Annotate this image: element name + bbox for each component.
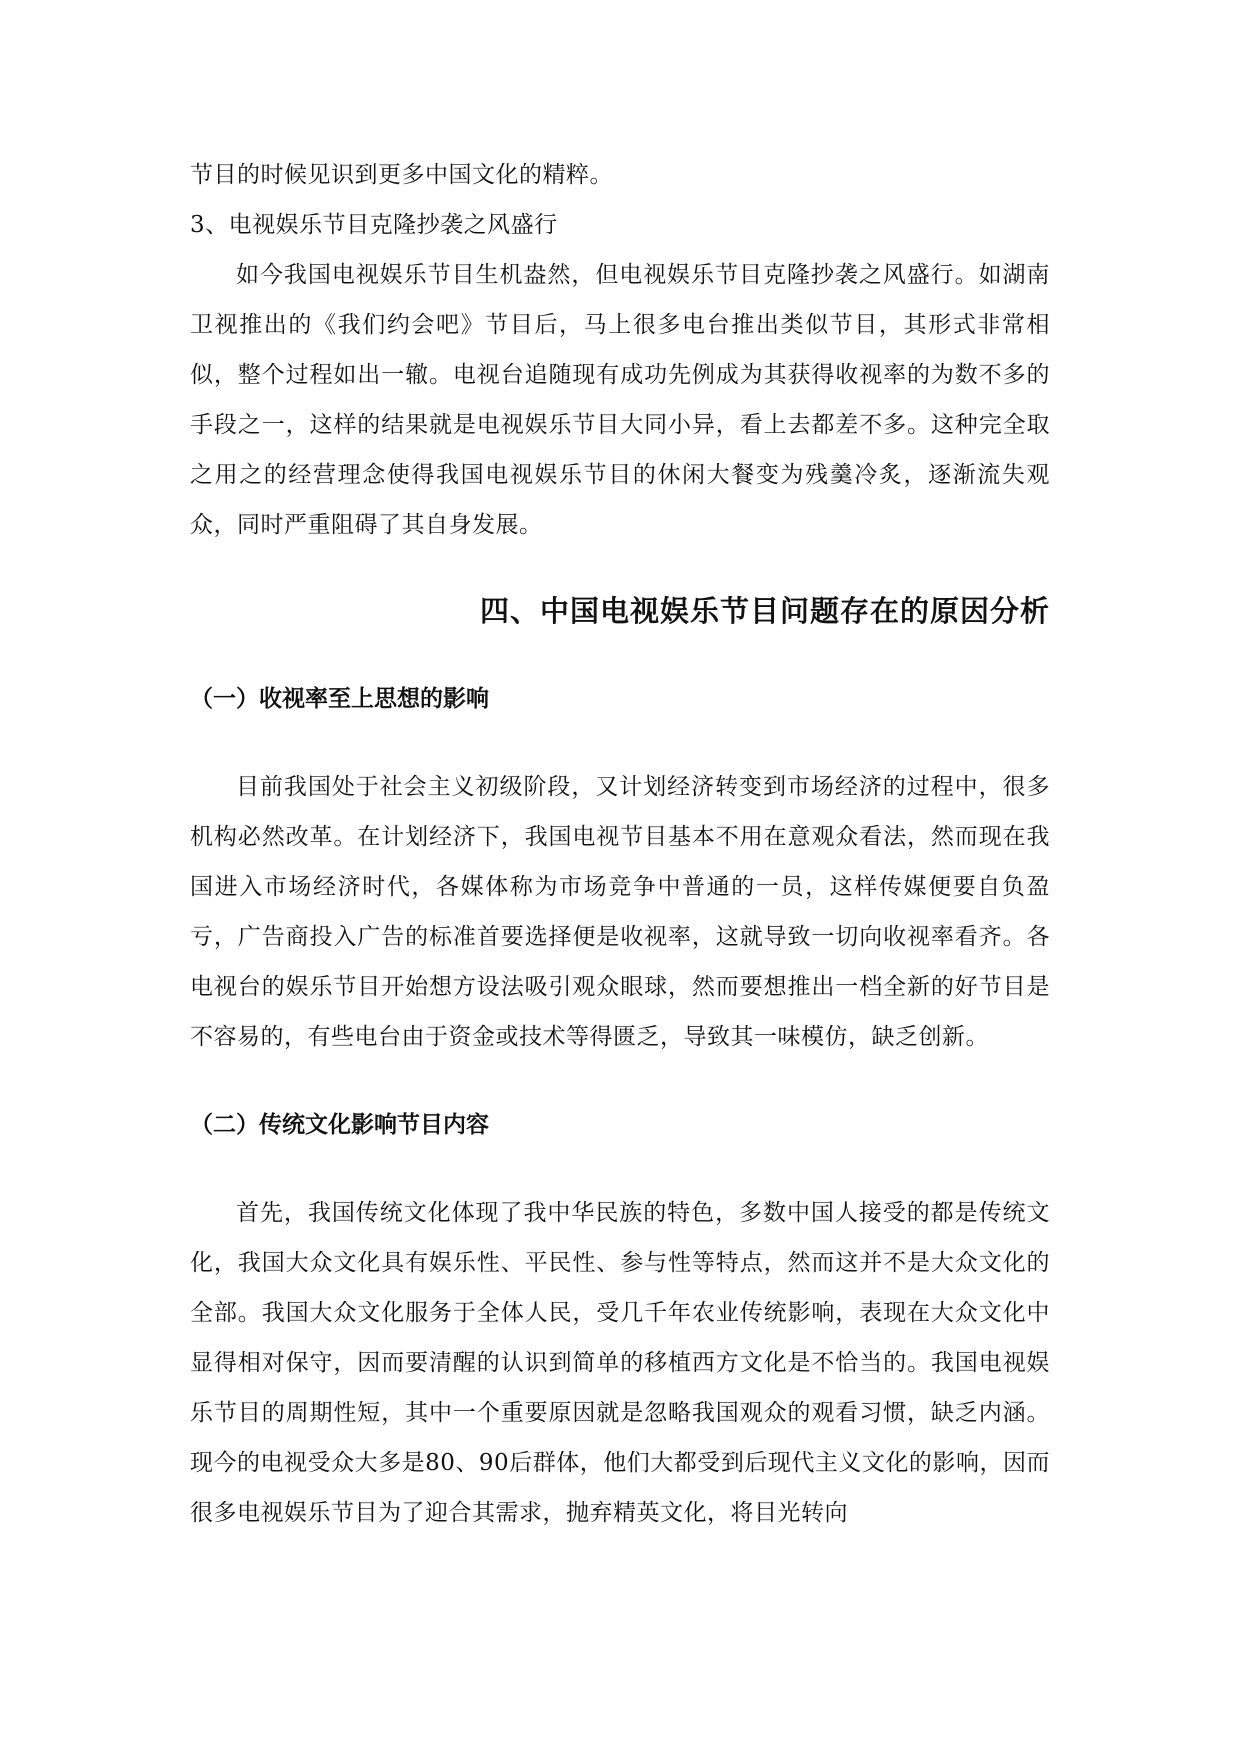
point-3-paragraph: 如今我国电视娱乐节目生机盎然，但电视娱乐节目克隆抄袭之风盛行。如湖南卫视推出的《我们约会吧》节目后，马上很多电台推出类似节目，其形式非常相似，整个过程如出一辙。电视台追随现有成功先例成为其获得收视率的为数不多的手段之一，这样的结果就是电视娱乐节目大同小异，看上去都差不多。这种完全取之用之的经营理念使得我国电视娱乐节目的休闲大餐变为残羹冷炙，逐渐流失观众，同时严重阻碍了其自身发展。 xyxy=(190,262,1050,538)
document-body xyxy=(190,150,1050,1538)
point-3-heading: 3、电视娱乐节目克隆抄袭之风盛行 xyxy=(190,212,558,238)
chapter-4-title: 四、中国电视娱乐节目问题存在的原因分析 xyxy=(479,594,1050,628)
continuation-text: 节目的时候见识到更多中国文化的精粹。 xyxy=(190,162,613,188)
section-1-paragraph: 目前我国处于社会主义初级阶段，又计划经济转变到市场经济的过程中，很多机构必然改革。在计划经济下，我国电视节目基本不用在意观众看法，然而现在我国进入市场经济时代，各媒体称为市场竞争中普通的一员，这样传媒便要自负盈亏，广告商投入广告的标准首要选择便是收视率，这就导致一切向收视率看齐。各电视台的娱乐节目开始想方设法吸引观众眼球，然而要想推出一档全新的好节目是不容易的，有些电台由于资金或技术等得匮乏，导致其一味模仿，缺乏创新。 xyxy=(190,774,1050,1050)
section-2-title: （二）传统文化影响节目内容 xyxy=(190,1112,489,1138)
section-2-paragraph: 首先，我国传统文化体现了我中华民族的特色，多数中国人接受的都是传统文化，我国大众文化具有娱乐性、平民性、参与性等特点，然而这并不是大众文化的全部。我国大众文化服务于全体人民，受几千年农业传统影响，表现在大众文化中显得相对保守，因而要清醒的认识到简单的移植西方文化是不恰当的。我国电视娱乐节目的周期性短，其中一个重要原因就是忽略我国观众的观看习惯，缺乏内涵。现今的电视受众大多是80、90后群体，他们大都受到后现代主义文化的影响，因而很多电视娱乐节目为了迎合其需求，抛弃精英文化，将目光转向 xyxy=(190,1200,1050,1526)
section-1-title: （一）收视率至上思想的影响 xyxy=(190,686,489,712)
